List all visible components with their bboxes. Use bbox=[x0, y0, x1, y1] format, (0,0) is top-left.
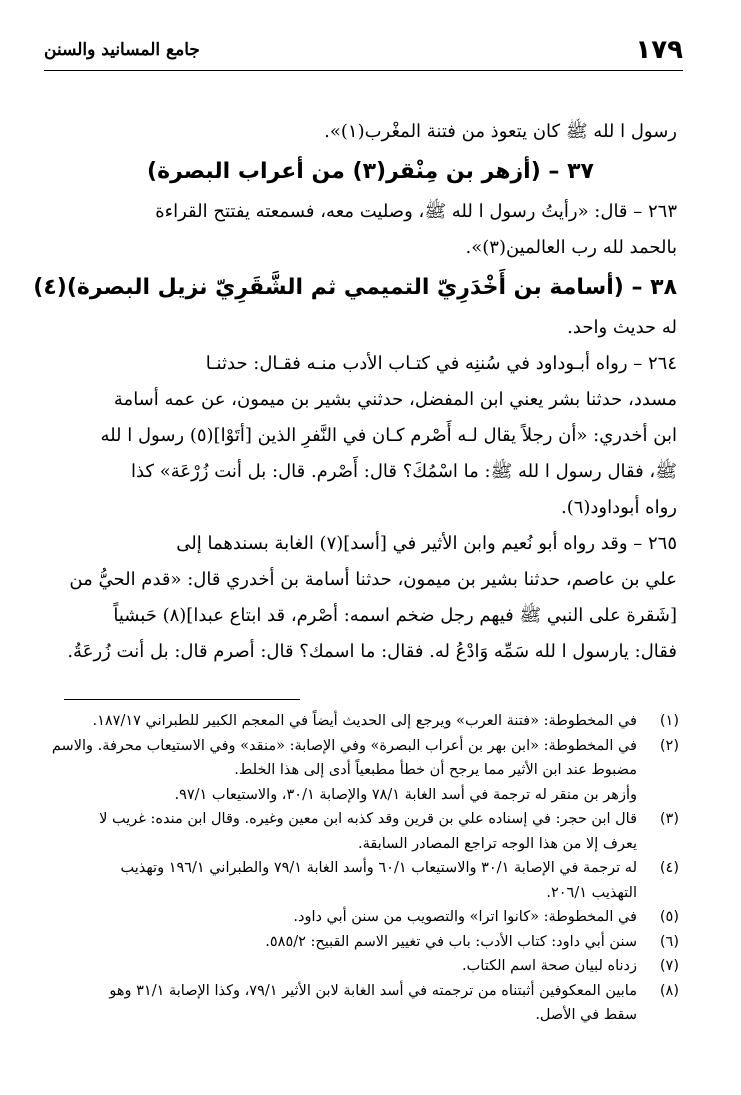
hadith-263-line: بالحمد لله رب العالمين(٣)». bbox=[465, 237, 677, 258]
footnote-number: (٧) bbox=[659, 958, 679, 974]
footnote-number: (٢) bbox=[659, 737, 679, 754]
hadith-265-line: ٢٦٥ – وقد رواه أبو نُعيم وابن الأثير في [أسد](٧) الغابة بسندهما إلى bbox=[176, 533, 677, 554]
hadith-264-line: ٢٦٤ – رواه أبـوداود في سُننِه في كتـاب الأدب منـه فقـال: حدثنـا bbox=[205, 353, 677, 374]
footnote bbox=[62, 979, 679, 1028]
footnote-line: مضبوط عند ابن الأثير مما يرجح أن خطأ مطبعياً أدى إلى هذا الخلط. bbox=[234, 762, 637, 778]
footnote-number: (٨) bbox=[659, 982, 679, 999]
footnote-line: وأزهر بن منقر له ترجمة في أسد الغابة ٧٨/١ والإصابة ٣٠/١، والاستيعاب ٩٧/١. bbox=[174, 786, 637, 803]
hadith-265-line: فقال: يارسول ا لله سَمِّه وَادْعُ له. فقال: ما اسمك؟ قال: أصرم قال: بل أنت زُرعَةُ. bbox=[67, 641, 677, 662]
hadith-263-line: ٢٦٣ – قال: «رأيتُ رسول ا لله ﷺ، وصليت معه، فسمعته يفتتح القراءة bbox=[155, 201, 677, 222]
footnote-line: سنن أبي داود: كتاب الأدب: باب في تغيير الاسم القبيح: ٥٨٥/٢. bbox=[265, 933, 637, 950]
footnote-line: مابين المعكوفين أثبتناه من ترجمته في أسد الغابة لابن الأثير ٧٩/١، وكذا الإصابة ٣١/١ وهو bbox=[109, 982, 637, 999]
hadith-264-line: رواه أبوداود(٦). bbox=[560, 497, 677, 518]
footnote-number: (٦) bbox=[659, 933, 679, 950]
main-text bbox=[33, 114, 677, 670]
text-line: رسول ا لله ﷺ كان يتعوذ من فتنة المغْرب(١)». bbox=[324, 121, 677, 142]
footnote-line: يعرف إلا من هذا الوجه تراجع المصادر السابقة. bbox=[358, 835, 637, 852]
footnotes bbox=[51, 709, 679, 1028]
hadith-264-line: ﷺ، فقال رسول ا لله ﷺ: ما اسْمُكَ؟ قال: أَصْرم. قال: بل أنت زُرْعَة» كذا bbox=[130, 461, 677, 482]
hadith-264-line: ابن أخدري: «أن رجلاً يقال لـه أَصْرم كـان في النَّفرِ الذين [أتَوْا](٥) رسول ا لله bbox=[100, 425, 677, 446]
footnote bbox=[62, 930, 679, 955]
hadith-264-line: مسدد، حدثنا بشر يعني ابن المفضل، حدثني بشير بن ميمون، عن عمه أسامة bbox=[113, 389, 677, 410]
hadith-265-line: علي بن عاصم، حدثنا بشير بن ميمون، حدثنا أسامة بن أخدري قال: «قدم الحيُّ من bbox=[69, 569, 677, 590]
footnote-line: زدناه لبيان صحة اسم الكتاب. bbox=[462, 958, 637, 974]
footnote bbox=[62, 709, 679, 734]
footnote-line: له ترجمة في الإصابة ٣٠/١ والاستيعاب ٦٠/١ وأسد الغابة ٧٩/١ والطبراني ١٩٦/١ وتهذيب bbox=[120, 860, 637, 876]
footnote bbox=[62, 856, 679, 905]
section-heading-38: ٣٨ – (أسامة بن أَخْدَرِيّ التميمي ثم الشَّقَرِيّ نزيل البصرة)(٤) bbox=[33, 275, 677, 300]
footnote-divider bbox=[64, 699, 300, 700]
footnote-number: (٣) bbox=[659, 811, 679, 827]
text-line: له حديث واحد. bbox=[567, 317, 677, 338]
footnote-number: (١) bbox=[659, 713, 679, 729]
hadith-265-line: [شَقرة على النبي ﷺ فيهم رجل ضخم اسمه: أصْرم، قد ابتاع عبدا](٨) حَبشياً bbox=[113, 605, 677, 626]
page-header bbox=[44, 30, 683, 71]
footnote-number: (٥) bbox=[659, 909, 679, 925]
footnote-line: سقط في الأصل. bbox=[535, 1007, 637, 1023]
footnote bbox=[51, 734, 679, 808]
footnote-line: في المخطوطة: «ابن بهر بن أعراب البصرة» وفي الإصابة: «منقد» وفي الاستيعاب محرفة. والاسم bbox=[51, 737, 637, 754]
footnote-line: في المخطوطة: «كانوا اترا» والتصويب من سنن أبي داود. bbox=[293, 909, 637, 925]
footnote bbox=[62, 807, 679, 856]
footnote-line: التهذيب ٢٠٦/١. bbox=[546, 884, 637, 901]
footnote-line: قال ابن حجر: في إسناده علي بن قرين وقد كذبه ابن معين وغيره. وقال ابن منده: غريب لا bbox=[99, 811, 637, 827]
section-heading-37: ٣٧ – (أزهر بن مِنْقر(٣) من أعراب البصرة) bbox=[147, 159, 594, 184]
page-number: ١٧٩ bbox=[635, 35, 683, 65]
footnote-number: (٤) bbox=[659, 860, 679, 876]
footnote bbox=[62, 905, 679, 930]
footnote bbox=[62, 954, 679, 979]
footnote-line: في المخطوطة: «فتنة العرب» ويرجع إلى الحديث أيضاً في المعجم الكبير للطبراني ١٨٧/١٧. bbox=[92, 713, 637, 729]
running-title: جامع المسانيد والسنن bbox=[44, 40, 200, 60]
